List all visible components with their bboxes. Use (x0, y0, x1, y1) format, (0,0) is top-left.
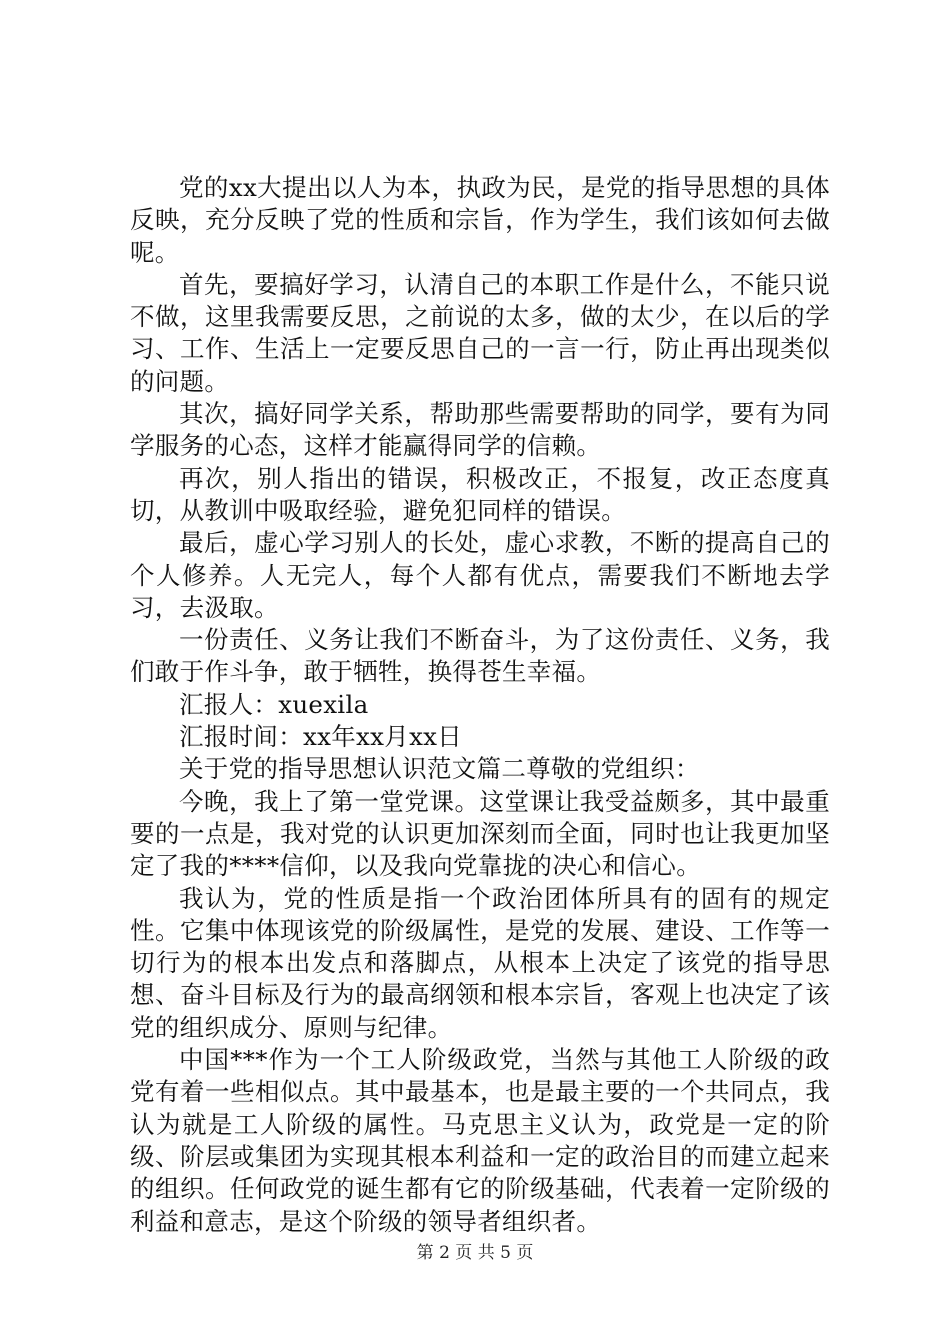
paragraph: 最后，虚心学习别人的长处，虚心求教，不断的提高自己的个人修养。人无完人，每个人都有优点，需要我们不断地去学习，去汲取。 (130, 528, 830, 622)
page-number: 第 2 页 共 5 页 (416, 1243, 534, 1263)
reporter-line: 汇报人：xuexila (179, 689, 369, 719)
paragraph: 今晚，我上了第一堂党课。这堂课让我受益颇多，其中最重要的一点是，我对党的认识更加深刻而全面，同时也让我更加坚定了我的****信仰，以及我向党靠拢的决心和信心。 (130, 786, 830, 881)
section-heading: 关于党的指导思想认识范文篇二尊敬的党组织： (179, 754, 700, 784)
paragraph: 中国***作为一个工人阶级政党，当然与其他工人阶级的政党有着一些相似点。其中最基本，也是最主要的一个共同点，我认为就是工人阶级的属性。马克思主义认为，政党是一定的阶级、阶层或集团为实现其根本利益和一定的政治目的而建立起来的组织。任何政党的诞生都有它的阶级基础，代表着一定阶级的利益和意志，是这个阶级的领导者组织者。 (130, 1045, 830, 1236)
paragraph: 再次，别人指出的错误，积极改正，不报复，改正态度真切，从教训中吸取经验，避免犯同样的错误。 (130, 463, 830, 525)
paragraph: 其次，搞好同学关系，帮助那些需要帮助的同学，要有为同学服务的心态，这样才能赢得同学的信赖。 (130, 399, 830, 461)
report-date-line: 汇报时间：xx年xx月xx日 (179, 722, 463, 752)
document-body (130, 172, 830, 1238)
paragraph: 首先，要搞好学习，认清自己的本职工作是什么，不能只说不做，这里我需要反思，之前说的太多，做的太少，在以后的学习、工作、生活上一定要反思自己的一言一行，防止再出现类似的问题。 (130, 269, 830, 396)
page-footer (0, 1242, 950, 1264)
paragraph: 一份责任、义务让我们不断奋斗，为了这份责任、义务，我们敢于作斗争，敢于牺牲，换得苍生幸福。 (130, 625, 830, 687)
paragraph: 党的xx大提出以人为本，执政为民，是党的指导思想的具体反映，充分反映了党的性质和宗旨，作为学生，我们该如何去做呢。 (130, 173, 830, 267)
paragraph: 我认为，党的性质是指一个政治团体所具有的固有的规定性。它集中体现该党的阶级属性，是党的发展、建设、工作等一切行为的根本出发点和落脚点，从根本上决定了该党的指导思想、奋斗目标及行为的最高纲领和根本宗旨，客观上也决定了该党的组织成分、原则与纪律。 (130, 883, 830, 1042)
